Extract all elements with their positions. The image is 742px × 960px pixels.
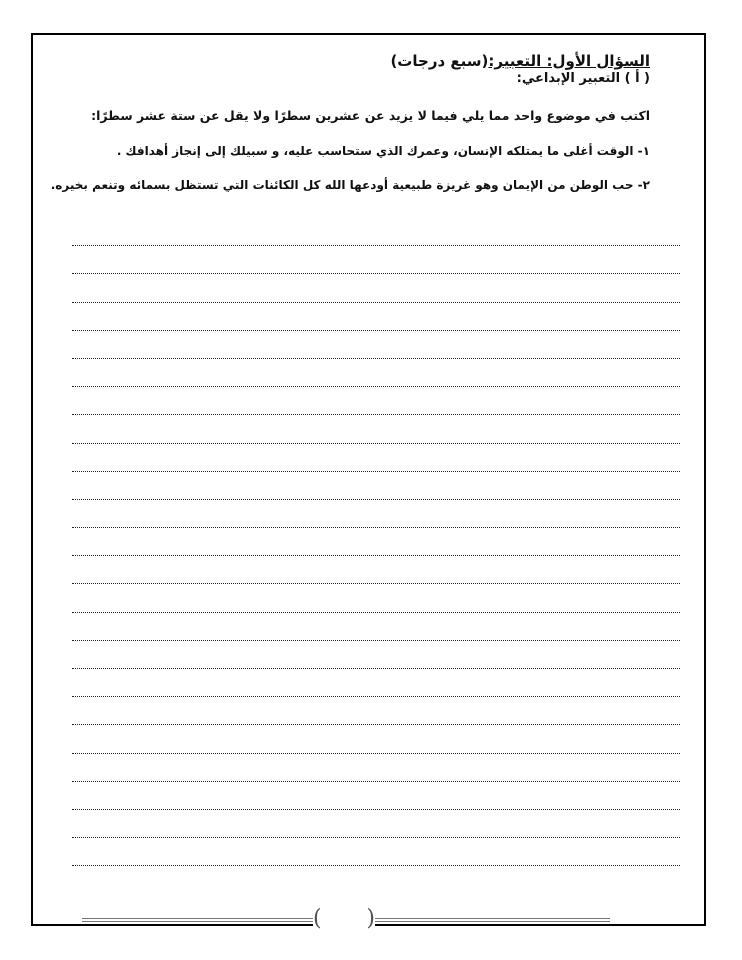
answer-line[interactable] [72,725,680,753]
answer-line[interactable] [72,810,680,838]
question-title [90,50,650,72]
answer-line[interactable] [72,472,680,500]
question-title-prefix: السؤال الأول: التعبير: [488,52,650,70]
answer-line[interactable] [72,218,680,246]
answer-line[interactable] [72,556,680,584]
answer-line[interactable] [72,669,680,697]
answer-line[interactable] [72,303,680,331]
answer-writing-area[interactable] [72,218,680,866]
answer-line[interactable] [72,444,680,472]
question-header [90,50,650,88]
answer-line[interactable] [72,641,680,669]
page-number-bracket [313,906,375,932]
topic-option-1: ١- الوقت أغلى ما يمتلكه الإنسان، وعمرك الذي ستحاسب عليه، و سبيلك إلى إنجاز أهدافك . [116,144,650,158]
question-marks: (سبع درجات) [390,52,489,70]
answer-line[interactable] [72,697,680,725]
answer-line[interactable] [72,415,680,443]
answer-line[interactable] [72,754,680,782]
answer-line[interactable] [72,359,680,387]
instruction-text: اكتب في موضوع واحد مما يلي فيما لا يزيد عن عشرين سطرًا ولا يقل عن ستة عشر سطرًا: [91,108,650,123]
subsection-title: ( أ ) التعبير الإبداعي: [516,71,650,86]
topic-option-2: ٢- حب الوطن من الإيمان وهو غريزة طبيعية أودعها الله كل الكائنات التي تستظل بسمائه وتنعم بخيره. [50,178,650,192]
answer-line[interactable] [72,274,680,302]
answer-line[interactable] [72,331,680,359]
answer-line[interactable] [72,528,680,556]
bracket-open: ( [313,906,322,931]
answer-line[interactable] [72,613,680,641]
answer-line[interactable] [72,387,680,415]
answer-line[interactable] [72,500,680,528]
answer-line[interactable] [72,246,680,274]
answer-line[interactable] [72,584,680,612]
bracket-close: ) [366,906,375,931]
answer-line[interactable] [72,838,680,866]
answer-line[interactable] [72,782,680,810]
